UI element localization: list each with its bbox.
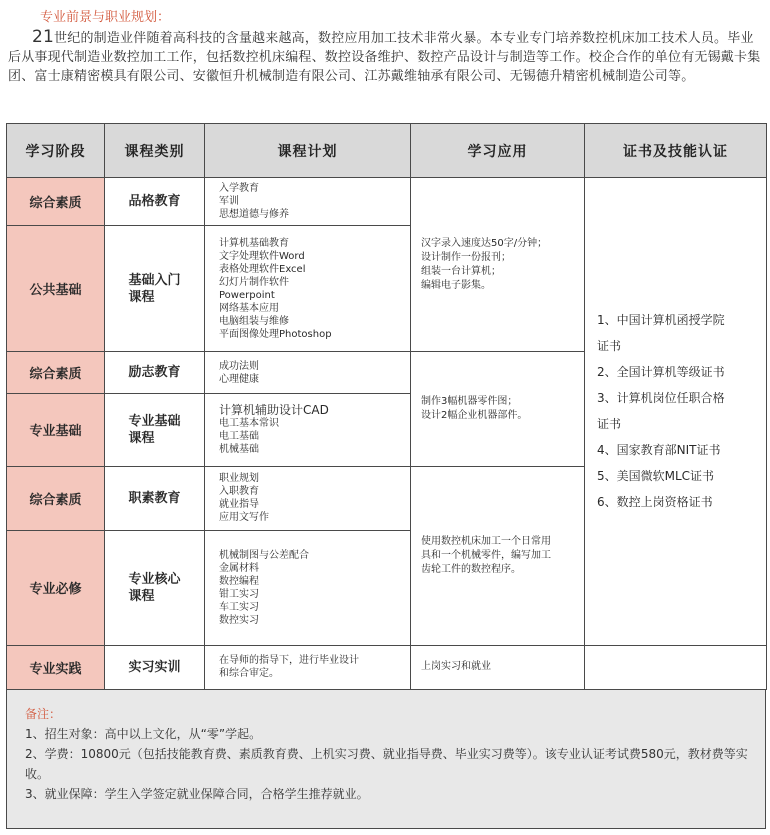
plan-cell: [205, 352, 411, 394]
application-item: 齿轮工件的数控程序。: [421, 563, 521, 575]
section-heading: 专业前景与职业规划：: [40, 10, 171, 25]
certificate-item: 证书: [597, 339, 622, 354]
plan-item: 车工实习: [219, 601, 259, 613]
plan-cell: [205, 466, 411, 530]
category-line: 课程: [128, 289, 155, 305]
plan-cell: [205, 394, 411, 466]
plan-cell: [205, 531, 411, 646]
plan-item: 电工基础: [219, 430, 259, 442]
category-line: 基础入门: [128, 272, 181, 288]
plan-cell: [205, 178, 411, 226]
plan-item: 计算机基础教育: [219, 237, 289, 249]
stage-cell: 专业基础: [7, 394, 105, 466]
plan-item: 军训: [219, 196, 239, 208]
stage-cell: 专业必修: [7, 531, 105, 646]
table-header-row: [7, 124, 767, 178]
intro-text: 世纪的制造业伴随着高科技的含量越来越高，数控应用加工技术非常火暴。本专业专门培养数控机床加工技术人员。毕业后从事现代制造业数控加工工作，包括数控机床编程、数控设备维护、数控产品设计与制造等工作。校企合作的单位有无锡戴卡集团、富士康精密模具有限公司、安徽恒升机械制造有限公司、江苏戴维轴承有限公司、无锡德升精密机械制造公司等。: [8, 31, 761, 84]
plan-item: 成功法则: [219, 360, 259, 372]
application-item: 具和一个机械零件，编写加工: [421, 549, 551, 561]
category-cell: 品格教育: [105, 178, 205, 226]
header-category: 课程类别: [105, 124, 205, 178]
plan-item: 职业规划: [219, 473, 259, 485]
certificate-item: 2、全国计算机等级证书: [597, 365, 725, 380]
application-item: 制作3幅机器零件图；: [421, 395, 518, 407]
plan-item: 在导师的指导下，进行毕业设计: [219, 655, 359, 667]
category-cell: 励志教育: [105, 352, 205, 394]
header-certificate: 证书及技能认证: [585, 124, 767, 178]
application-cell: [411, 466, 585, 645]
plan-item: 数控实习: [219, 614, 259, 626]
plan-item: 钳工实习: [219, 588, 259, 600]
certificate-item: 3、计算机岗位任职合格: [597, 391, 725, 406]
notes-title: 备注：: [25, 707, 62, 721]
stage-cell: 综合素质: [7, 178, 105, 226]
plan-item: 电工基本常识: [219, 417, 279, 429]
plan-item: 数控编程: [219, 575, 259, 587]
header-application: 学习应用: [411, 124, 585, 178]
category-cell: [105, 226, 205, 352]
certificate-item: 5、美国微软MLC证书: [597, 469, 715, 484]
plan-item: 金属材料: [219, 562, 259, 574]
table-row: [7, 645, 767, 689]
intro-paragraph: [8, 28, 766, 86]
plan-item: 应用文写作: [219, 512, 269, 524]
empty-cell: [585, 645, 767, 689]
application-item: 汉字录入速度达50字/分钟；: [421, 237, 548, 249]
header-plan: 课程计划: [205, 124, 411, 178]
plan-cell: [205, 645, 411, 689]
plan-item: 电脑组装与维修: [219, 315, 289, 327]
plan-item: 文字处理软件Word: [219, 250, 305, 262]
application-item: 组装一台计算机；: [421, 265, 501, 277]
plan-item: Powerpoint: [219, 289, 275, 301]
plan-item: 入学教育: [219, 183, 259, 195]
category-cell: [105, 394, 205, 466]
notes-box: [6, 690, 766, 829]
category-cell: 职素教育: [105, 466, 205, 530]
stage-cell: 专业实践: [7, 645, 105, 689]
plan-item: 幻灯片制作软件: [219, 276, 289, 288]
note-line: 3、就业保障：学生入学签定就业保障合同，合格学生推荐就业。: [25, 787, 369, 801]
plan-item: 机械制图与公差配合: [219, 549, 309, 561]
plan-item: 机械基础: [219, 443, 259, 455]
stage-cell: 公共基础: [7, 226, 105, 352]
application-cell: [411, 645, 585, 689]
certificate-item: 证书: [597, 417, 622, 432]
category-line: 课程: [128, 430, 155, 446]
table-row: [7, 178, 767, 226]
plan-item: 思想道德与修养: [219, 209, 289, 221]
certificate-cell: [585, 178, 767, 646]
application-item: 设计2幅企业机器部件。: [421, 409, 528, 421]
curriculum-table: [6, 123, 767, 690]
category-cell: 实习实训: [105, 645, 205, 689]
application-cell: [411, 178, 585, 352]
application-item: 上岗实习和就业: [421, 661, 491, 673]
plan-item: 入职教育: [219, 486, 259, 498]
category-cell: [105, 531, 205, 646]
plan-cell: [205, 226, 411, 352]
plan-item: 表格处理软件Excel: [219, 263, 306, 275]
certificate-item: 4、国家教育部NIT证书: [597, 443, 721, 458]
header-stage: 学习阶段: [7, 124, 105, 178]
stage-cell: 综合素质: [7, 352, 105, 394]
note-line: 2、学费：10800元（包括技能教育费、素质教育费、上机实习费、就业指导费、毕业实习费等）。该专业认证考试费580元，教材费等实收。: [25, 747, 748, 781]
plan-item: 计算机辅助设计CAD: [219, 402, 329, 417]
plan-item: 网络基本应用: [219, 302, 279, 314]
application-item: 使用数控机床加工一个日常用: [421, 535, 551, 547]
application-item: 设计制作一份报刊；: [421, 251, 511, 263]
certificate-item: 1、中国计算机函授学院: [597, 313, 725, 328]
note-line: 1、招生对象：高中以上文化，从“零”学起。: [25, 727, 262, 741]
certificate-item: 6、数控上岗资格证书: [597, 495, 713, 510]
category-line: 课程: [128, 588, 155, 604]
application-item: 编辑电子影集。: [421, 279, 491, 291]
stage-cell: 综合素质: [7, 466, 105, 530]
plan-item: 就业指导: [219, 499, 259, 511]
category-line: 专业核心: [128, 571, 181, 587]
category-line: 专业基础: [128, 413, 181, 429]
plan-item: 平面图像处理Photoshop: [219, 328, 332, 340]
plan-item: 心理健康: [219, 373, 259, 385]
application-cell: [411, 352, 585, 467]
intro-lead: 21: [32, 27, 55, 47]
plan-item: 和综合审定。: [219, 668, 279, 680]
